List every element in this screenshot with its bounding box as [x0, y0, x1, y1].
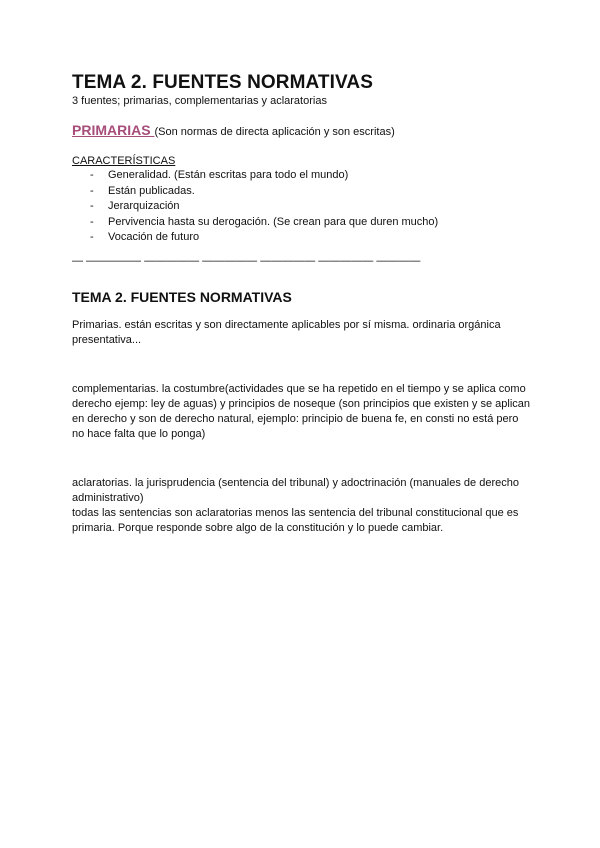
paragraph-aclaratorias: aclaratorias. la jurisprudencia (sentencia del tribunal) y adoctrinación (manuales de derecho administrativo)	[72, 476, 519, 504]
list-item-text: Están publicadas.	[108, 184, 195, 197]
primarias-label: PRIMARIAS	[72, 122, 155, 138]
list-item	[90, 184, 532, 200]
document-page	[72, 72, 532, 536]
document-subtitle: 3 fuentes; primarias, complementarias y aclaratorias	[72, 95, 327, 107]
list-item-text: Vocación de futuro	[108, 231, 200, 243]
list-item	[90, 230, 532, 246]
paragraph-primarias: Primarias. están escritas y son directamente aplicables por sí misma. ordinaria orgánica presentativa...	[72, 318, 501, 346]
primarias-note: (Son normas de directa aplicación y son escritas)	[154, 126, 395, 138]
list-item-text: Generalidad. (Están escritas para todo el mundo)	[108, 169, 349, 181]
section-title: TEMA 2. FUENTES NORMATIVAS	[72, 288, 292, 305]
caracteristicas-list	[72, 168, 532, 246]
bullet-dash: -	[90, 215, 94, 228]
document-title: TEMA 2. FUENTES NORMATIVAS	[72, 72, 373, 93]
bullet-dash: -	[90, 200, 94, 212]
bullet-dash: -	[90, 169, 94, 181]
dash-divider: — ————— ————— ————— ————— ————— ————	[72, 254, 421, 267]
list-item	[90, 168, 532, 184]
list-item-text: Jerarquización	[108, 200, 180, 212]
bullet-dash: -	[90, 231, 94, 243]
caracteristicas-heading: CARACTERÍSTICAS	[72, 155, 176, 167]
paragraph-complementarias: complementarias. la costumbre(actividades que se ha repetido en el tiempo y se aplica como derecho ejemp: ley de aguas) y principios de noseque (son principios que existen y se aplican en derecho y son de derecho natural, ejemplo: principio de buena fe, en consti no está pero no hace falta que lo ponga)	[72, 382, 530, 440]
list-item-text: Pervivencia hasta su derogación. (Se crean para que duren mucho)	[108, 215, 439, 228]
list-item	[90, 199, 532, 215]
paragraph-sentencias: todas las sentencias son aclaratorias menos las sentencia del tribunal constitucional que es primaria. Porque responde sobre algo de la constitución y lo puede cambiar.	[72, 506, 519, 534]
bullet-dash: -	[90, 184, 94, 197]
list-item	[90, 215, 532, 231]
primarias-line	[72, 122, 532, 140]
